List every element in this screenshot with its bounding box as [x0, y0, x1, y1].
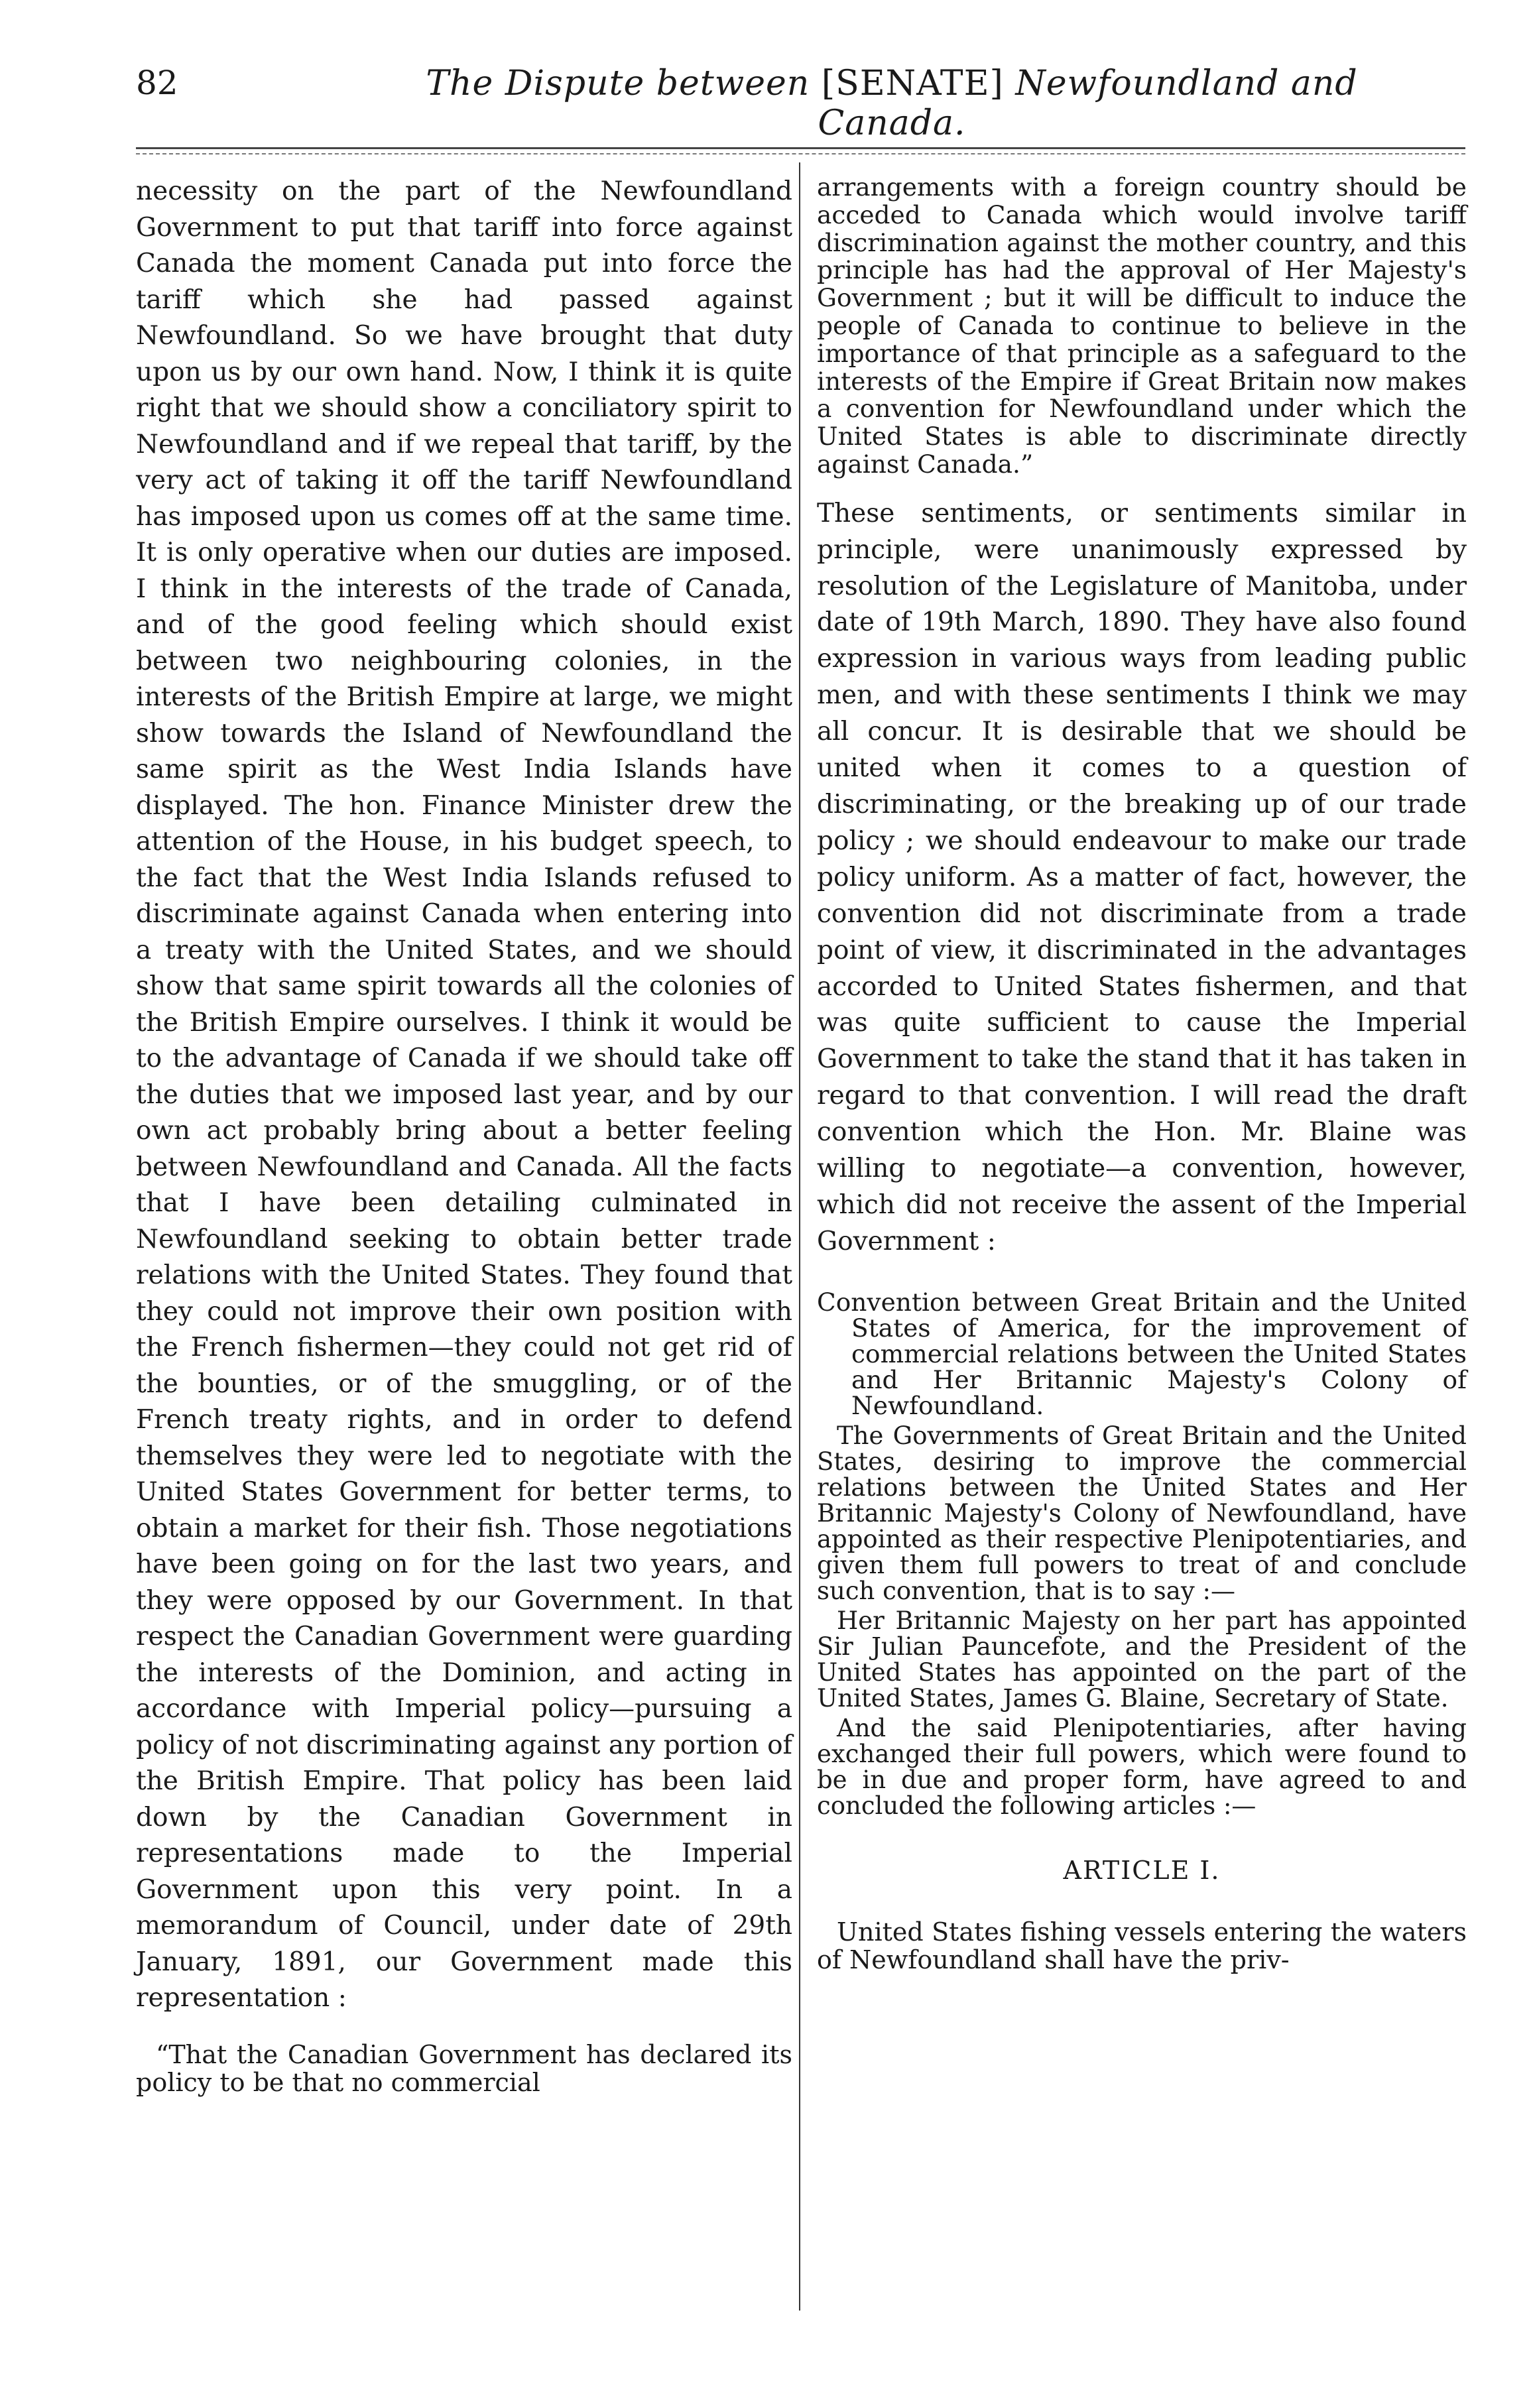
right-quote-continuation: arrangements with a foreign country should be acceded to Canada which would involve tariff discrimination against the mother country, and this principle has had the approval of Her Majesty's Government ; but it will be difficult to induce the people of Canada to continue to believe in the importance of that principle as a safeguard to the interests of the Empire if Great Britain now makes a convention for Newfoundland under which the United States is able to discriminate directly against Canada.” [817, 172, 1467, 479]
running-title-senate: [SENATE] [821, 64, 1004, 103]
page-number: 82 [136, 64, 178, 102]
running-title-right: Newfoundland and Canada. [818, 64, 1358, 143]
convention-paragraph-3: And the said Plenipotentiaries, after having exchanged their full powers, which were found to be in due and proper form, have agreed to and concluded the following articles :— [817, 1713, 1467, 1820]
convention-paragraph-2: Her Britannic Majesty on her part has appointed Sir Julian Pauncefote, and the President of the United States has appointed on the part of the United States, James G. Blaine, Secretary of State. [817, 1606, 1467, 1713]
left-paragraph-1: necessity on the part of the Newfoundland Government to put that tariff into force against Canada the moment Canada put into force the tariff which she had passed against Newfoundland. So we have brought that duty upon us by our own hand. Now, I think it is quite right that we should show a conciliatory spirit to Newfoundland and if we repeal that tariff, by the very act of taking it off the tariff Newfoundland has imposed upon us comes off at the same time. It is only operative when our duties are imposed. I think in the interests of the trade of Canada, and of the good feeling which should exist between two neighbouring colonies, in the interests of the British Empire at large, we might show towards the Island of Newfoundland the same spirit as the West India Islands have displayed. The hon. Finance Minister drew the attention of the House, in his budget speech, to the fact that the West India Islands refused to discriminate against Canada when entering into a treaty with the United States, and we should show that same spirit towards all the colonies of the British Empire ourselves. I think it would be to the advantage of Canada if we should take off the duties that we imposed last year, and by our own act probably bring about a better feeling between Newfoundland and Canada. All the facts that I have been detailing culminated in Newfoundland seeking to obtain better trade relations with the United States. They found that they could not improve their own position with the French fishermen—they could not get rid of the bounties, or of the smuggling, or of the French treaty rights, and in order to defend themselves they were led to negotiate with the United States Government for better terms, to obtain a market for their fish. Those negotiations have been going on for the last two years, and they were opposed by our Government. In that respect the Canadian Government were guarding the interests of the Dominion, and acting in accordance with Imperial policy—pursuing a policy of not discriminating against any portion of the British Empire. That policy has been laid down by the Canadian Government in representations made to the Imperial Government upon this very point. In a memorandum of Council, under date of 29th January, 1891, our Government made this representation : [136, 176, 792, 2013]
left-quote-start: “That the Canadian Government has declared its policy to be that no commercial [136, 2039, 792, 2097]
article-text: United States fishing vessels entering the waters of Newfoundland shall have the priv- [817, 1917, 1467, 1974]
left-column [136, 174, 792, 2096]
page-header [0, 64, 1531, 143]
right-paragraph-2: These sentiments, or sentiments similar in principle, were unanimously expressed by resolution of the Legislature of Manitoba, under date of 19th March, 1890. They have also found expression in various ways from leading public men, and with these sentiments I think we may all concur. It is desirable that we should be united when it comes to a question of discriminating, or the breaking up of our trade policy ; we should endeavour to make our trade policy uniform. As a matter of fact, however, the convention did not discriminate from a trade point of view, it discriminated in the advantages accorded to United States fishermen, and that was quite sufficient to cause the Imperial Government to take the stand that it has taken in regard to that convention. I will read the draft convention which the Hon. Mr. Blaine was willing to negotiate—a convention, however, which did not receive the assent of the Imperial Government : [817, 498, 1467, 1256]
column-divider [799, 162, 800, 2311]
article-heading: ARTICLE I. [1063, 1855, 1221, 1885]
running-title [358, 64, 1426, 143]
convention-paragraph-1: The Governments of Great Britain and the United States, desiring to improve the commercial relations between the United States and Her Britannic Majesty's Colony of Newfoundland, have appointed as their respective Plenipotentiaries, and given them full powers to treat of and conclude such convention, that is to say :— [817, 1421, 1467, 1605]
convention-title: Convention between Great Britain and the United States of America, for the improvement of commercial relations between the United States and Her Britannic Majesty's Colony of Newfoundland. [817, 1287, 1467, 1420]
running-title-left: The Dispute between [426, 64, 810, 103]
header-rule [136, 147, 1465, 154]
right-column [817, 174, 1467, 1974]
